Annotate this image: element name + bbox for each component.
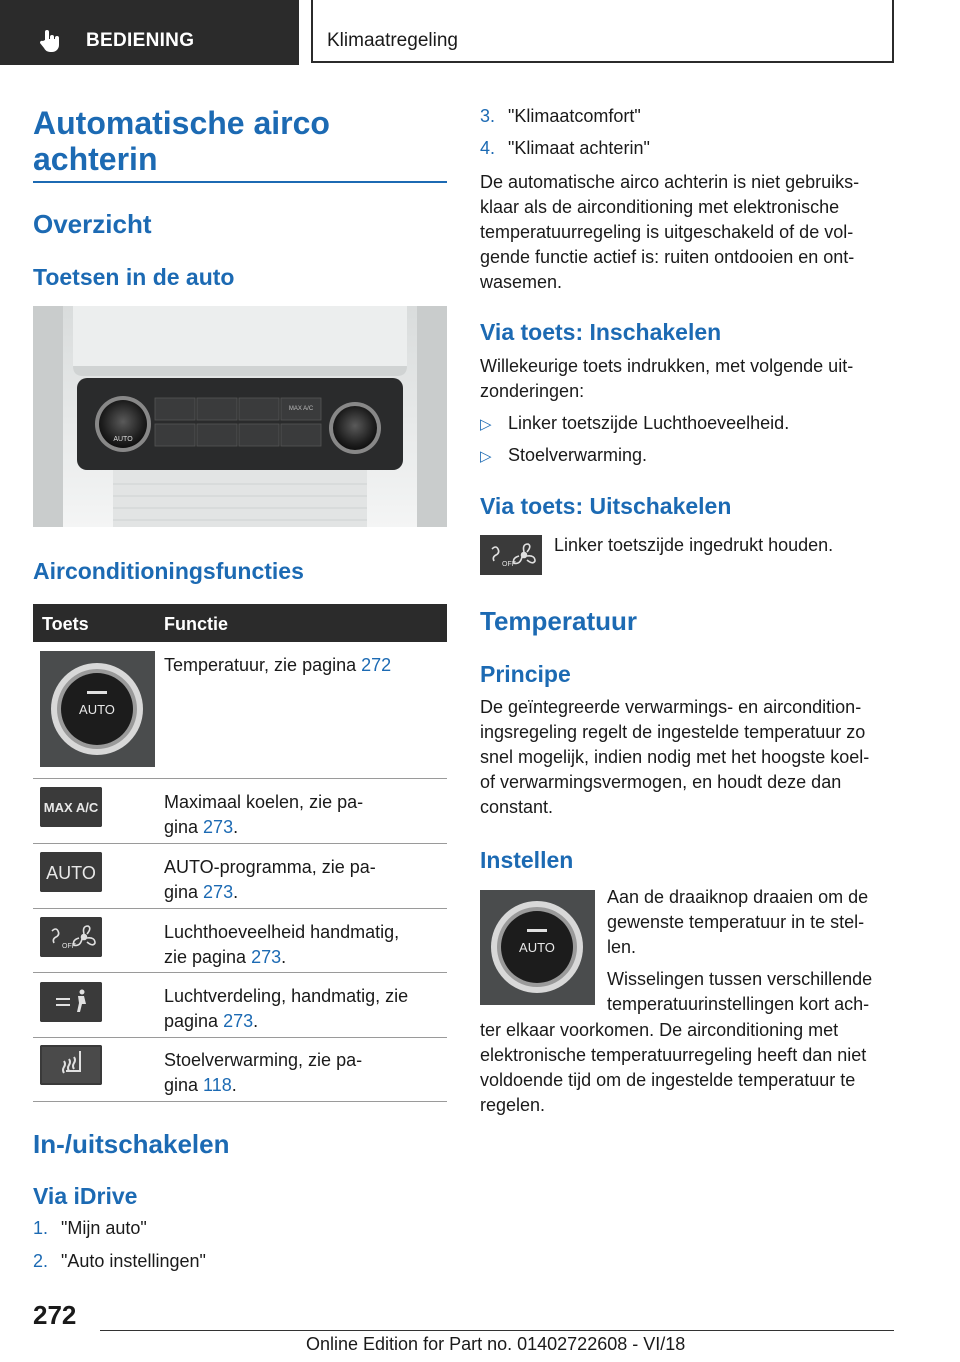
paragraph-wisselingen-a: Wisselingen tussen verschillende temperatuurinstellingen kort ach- <box>607 969 873 1014</box>
heading-functies: Airconditioningsfuncties <box>33 558 304 584</box>
paragraph-inschakelen: Willekeurige toets indrukken, met volgende uit- zonderingen: <box>480 356 854 401</box>
max-ac-icon-label: MAX A/C <box>43 800 99 815</box>
row-luchthoeveelheid: Luchthoeveelheid handmatig, zie pagina 273. <box>164 922 400 967</box>
paragraph-niet-gebruiksklaar: De automatische airco achterin is niet gebruiks- klaar als de airconditioning met elektronische temperatuurregeling is uitgeschakeld of de vol- gende functie actief is: ruiten ontdooien en ont- wasemen. <box>480 172 860 292</box>
svg-text:OFF: OFF <box>62 943 76 950</box>
row-max-koelen: Maximaal koelen, zie pa- gina 273. <box>164 792 364 837</box>
col-functie: Functie <box>164 614 229 634</box>
row-divider <box>33 1101 447 1102</box>
list-item: 3. "Klimaatcomfort" <box>480 106 641 126</box>
knob-auto-label: AUTO <box>113 436 133 443</box>
heading-temperatuur: Temperatuur <box>480 606 637 636</box>
bullet-item: ▷ Stoelverwarming. <box>480 443 647 469</box>
row-stoelverwarming: Stoelverwarming, zie pa- gina 118. <box>164 1050 363 1095</box>
row-divider <box>33 778 447 779</box>
heading-instellen: Instellen <box>480 847 574 873</box>
link-page-273[interactable]: 273 <box>203 882 234 902</box>
heading-inuit: In-/uitschakelen <box>33 1129 230 1159</box>
link-page-273[interactable]: 273 <box>203 817 234 837</box>
temp-knob-auto-label: AUTO <box>519 940 555 955</box>
paragraph-draaiknop: Aan de draaiknop draaien om de gewenste temperatuur in te stel- len. <box>607 887 869 957</box>
section-tab[interactable] <box>0 0 299 65</box>
heading-toetsen: Toetsen in de auto <box>33 264 235 290</box>
list-item: 2. "Auto instellingen" <box>33 1251 206 1271</box>
uitschakelen-text: Linker toetszijde ingedrukt houden. <box>554 535 834 555</box>
heading-via-toets-uit: Via toets: Uitschakelen <box>480 493 732 519</box>
temp-knob-icon <box>480 890 595 1005</box>
title-rule <box>33 181 447 183</box>
page-title: Automatische airco achterin <box>33 105 330 177</box>
link-page-118[interactable]: 118 <box>203 1075 232 1095</box>
footer-edition: Online Edition for Part no. 01402722608 - VI/18 <box>306 1334 686 1354</box>
row-auto-programma: AUTO-programma, zie pa- gina 273. <box>164 857 376 902</box>
paragraph-wisselingen-b: ter elkaar voorkomen. De airconditioning met elektronische temperatuurregeling heeft dan niet voldoende tijd om de ingestelde temperatuur te regelen. <box>480 1020 867 1115</box>
heading-overzicht: Overzicht <box>33 209 152 239</box>
bullet-item: ▷ Linker toetszijde Luchthoeveelheid. <box>480 411 789 437</box>
triangle-bullet-icon: ▷ <box>480 416 492 433</box>
row-luchtverdeling: Luchtverdeling, handmatig, zie pagina 273. <box>164 986 409 1031</box>
link-page-273[interactable]: 273 <box>223 1011 254 1031</box>
row-divider <box>33 908 447 909</box>
temp-knob-icon <box>40 651 155 767</box>
hand-pointer-icon <box>38 28 64 54</box>
chapter-tab[interactable] <box>311 0 894 63</box>
section-label: BEDIENING <box>86 30 195 51</box>
list-item: 1. "Mijn auto" <box>33 1218 147 1238</box>
auto-icon <box>40 852 102 892</box>
heading-principe: Principe <box>480 661 571 687</box>
fan-off-icon <box>480 535 542 575</box>
svg-text:OFF: OFF <box>502 561 516 568</box>
link-page-272[interactable]: 272 <box>361 655 392 675</box>
footer-rule <box>100 1330 894 1331</box>
triangle-bullet-icon: ▷ <box>480 448 492 465</box>
link-page-273[interactable]: 273 <box>251 947 282 967</box>
row-temperatuur: Temperatuur, zie pagina 272 <box>164 655 392 675</box>
air-distribution-icon <box>40 982 102 1022</box>
col-toets: Toets <box>42 614 89 634</box>
temp-knob-auto-label: AUTO <box>79 702 115 717</box>
paragraph-principe: De geïntegreerde verwarmings- en aircondition- ingsregeling regelt de ingestelde temperatuur zo snel mogelijk, indien nodig met het hoogste koel- of verwarmingsvermogen, en houdt deze dan constant. <box>480 697 870 817</box>
row-divider <box>33 972 447 973</box>
auto-icon-label: AUTO <box>46 863 96 883</box>
panel-max-label: MAX A/C <box>288 406 314 412</box>
table-header <box>33 604 447 642</box>
fan-off-icon <box>40 917 102 957</box>
rear-climate-panel-image <box>33 306 447 527</box>
chapter-label: Klimaatregeling <box>327 30 458 51</box>
heading-via-toets-in: Via toets: Inschakelen <box>480 319 722 345</box>
heading-via-idrive: Via iDrive <box>33 1183 138 1209</box>
page-number: 272 <box>33 1300 77 1330</box>
row-divider <box>33 1037 447 1038</box>
row-divider <box>33 843 447 844</box>
list-item: 4. "Klimaat achterin" <box>480 138 650 158</box>
max-ac-icon <box>40 787 102 827</box>
seat-heating-icon <box>40 1045 102 1085</box>
